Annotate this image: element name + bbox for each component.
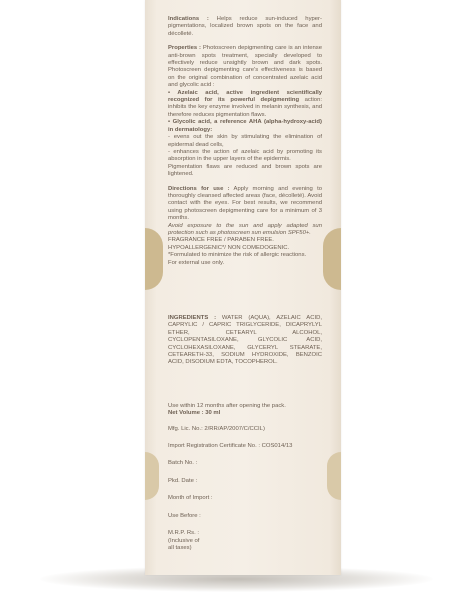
azelaic-text: action: inhibits the key enzyme involved in melanin synthesis, and therefore reduces pigmentation flaws. <box>168 97 322 118</box>
indications-text: Helps reduce sun-induced hyper-pigmentations, localized brown spots on the face and décolleté. <box>168 16 322 37</box>
directions-paragraph <box>168 186 322 223</box>
hypoallergenic-text: HYPOALLERGENIC*/ NON COMEDOGENIC. <box>168 244 290 251</box>
packed-date: Pkd. Date : <box>168 477 198 484</box>
box-label-text <box>168 16 322 552</box>
directions-text: Apply morning and evening to thoroughly cleansed affected areas (face, décolleté). Avoid contact with the eyes. For best results, we recommend using photoscreen depigmenting care for a minimum of 3 months. <box>168 185 323 222</box>
import-registration: Import Registration Certificate No. : COS014/13 <box>168 443 293 450</box>
formulated-note: *Formulated to minimize the risk of allergic reactions. <box>168 252 307 259</box>
mrp-label: M.R.P. Rs. : <box>168 530 199 537</box>
ingredients-label: INGREDIENTS : <box>168 315 217 321</box>
net-volume: Net Volume : 30 ml <box>168 410 221 417</box>
glycolic-line-3: Pigmentation flaws are reduced and brown spots are lightened. <box>168 163 322 178</box>
ingredients-text: WATER (AQUA), AZELAIC ACID, CAPRYLIC / CAPRIC TRIGLYCERIDE, DICAPRYLYL ETHER, CETEARYL ALCOHOL, CYCLOPENTASILOXANE, GLYCOLIC ACID, CYCLOHEXASILOXANE, GLYCERYL STEARATE, CETEARETH-33, SODIUM HYDROXIDE, BENZOIC ACID, DISODIUM EDTA, TOCOPHEROL. <box>168 315 322 366</box>
right-lower-tab <box>327 452 341 500</box>
properties-text: Photoscreen depigmenting care is an intense anti-brown spots treatment, specially developed to effectively reduce unsightly brown and dark spots. Photoscreen depigmenting care's effectiveness is based on the original combination of concentrated azelaic acid and glycolic acid : <box>168 45 322 89</box>
left-side-tab <box>145 228 163 290</box>
external-use-text: For external use only. <box>168 259 225 266</box>
mfg-licence: Mfg. Lic. No.: 2/RR/AP/2007/C/CCIL) <box>168 425 265 432</box>
ingredients-paragraph <box>168 315 322 367</box>
all-taxes-label: all taxes) <box>168 544 192 551</box>
avoid-sun-text: Avoid exposure to the sun and apply adapted sun protection such as photoscreen sun emulsion SPF50+. <box>168 222 322 236</box>
indications-label: Indications : <box>168 16 209 22</box>
right-side-tab <box>323 228 341 290</box>
azelaic-label: • Azelaic acid, active ingredient scientifically recognized for its powerful depigmenting <box>168 89 322 104</box>
directions-label: Directions for use : <box>168 185 230 192</box>
azelaic-paragraph <box>168 90 322 120</box>
month-of-import: Month of Import : <box>168 495 213 502</box>
left-lower-tab <box>145 452 159 500</box>
use-within-text: Use within 12 months after opening the pack. <box>168 402 286 409</box>
glycolic-line-2: - enhances the action of azelaic acid by promoting its absorption in the upper layers of the epidermis. <box>168 148 322 163</box>
properties-label: Properties : <box>168 45 201 52</box>
glycolic-label: • Glycolic acid, a reference AHA (alpha-hydroxy-acid) in dermatology: <box>168 119 322 133</box>
fragrance-free-text: FRAGRANCE FREE / PARABEN FREE. <box>168 237 274 244</box>
properties-paragraph <box>168 45 322 89</box>
inclusive-label: (Inclusive of <box>168 537 200 544</box>
batch-number: Batch No. : <box>168 460 198 467</box>
use-before: Use Before : <box>168 512 201 519</box>
indications-paragraph <box>168 16 322 38</box>
glycolic-line-1: - evens out the skin by stimulating the elimination of epidermal dead cells, <box>168 134 322 148</box>
